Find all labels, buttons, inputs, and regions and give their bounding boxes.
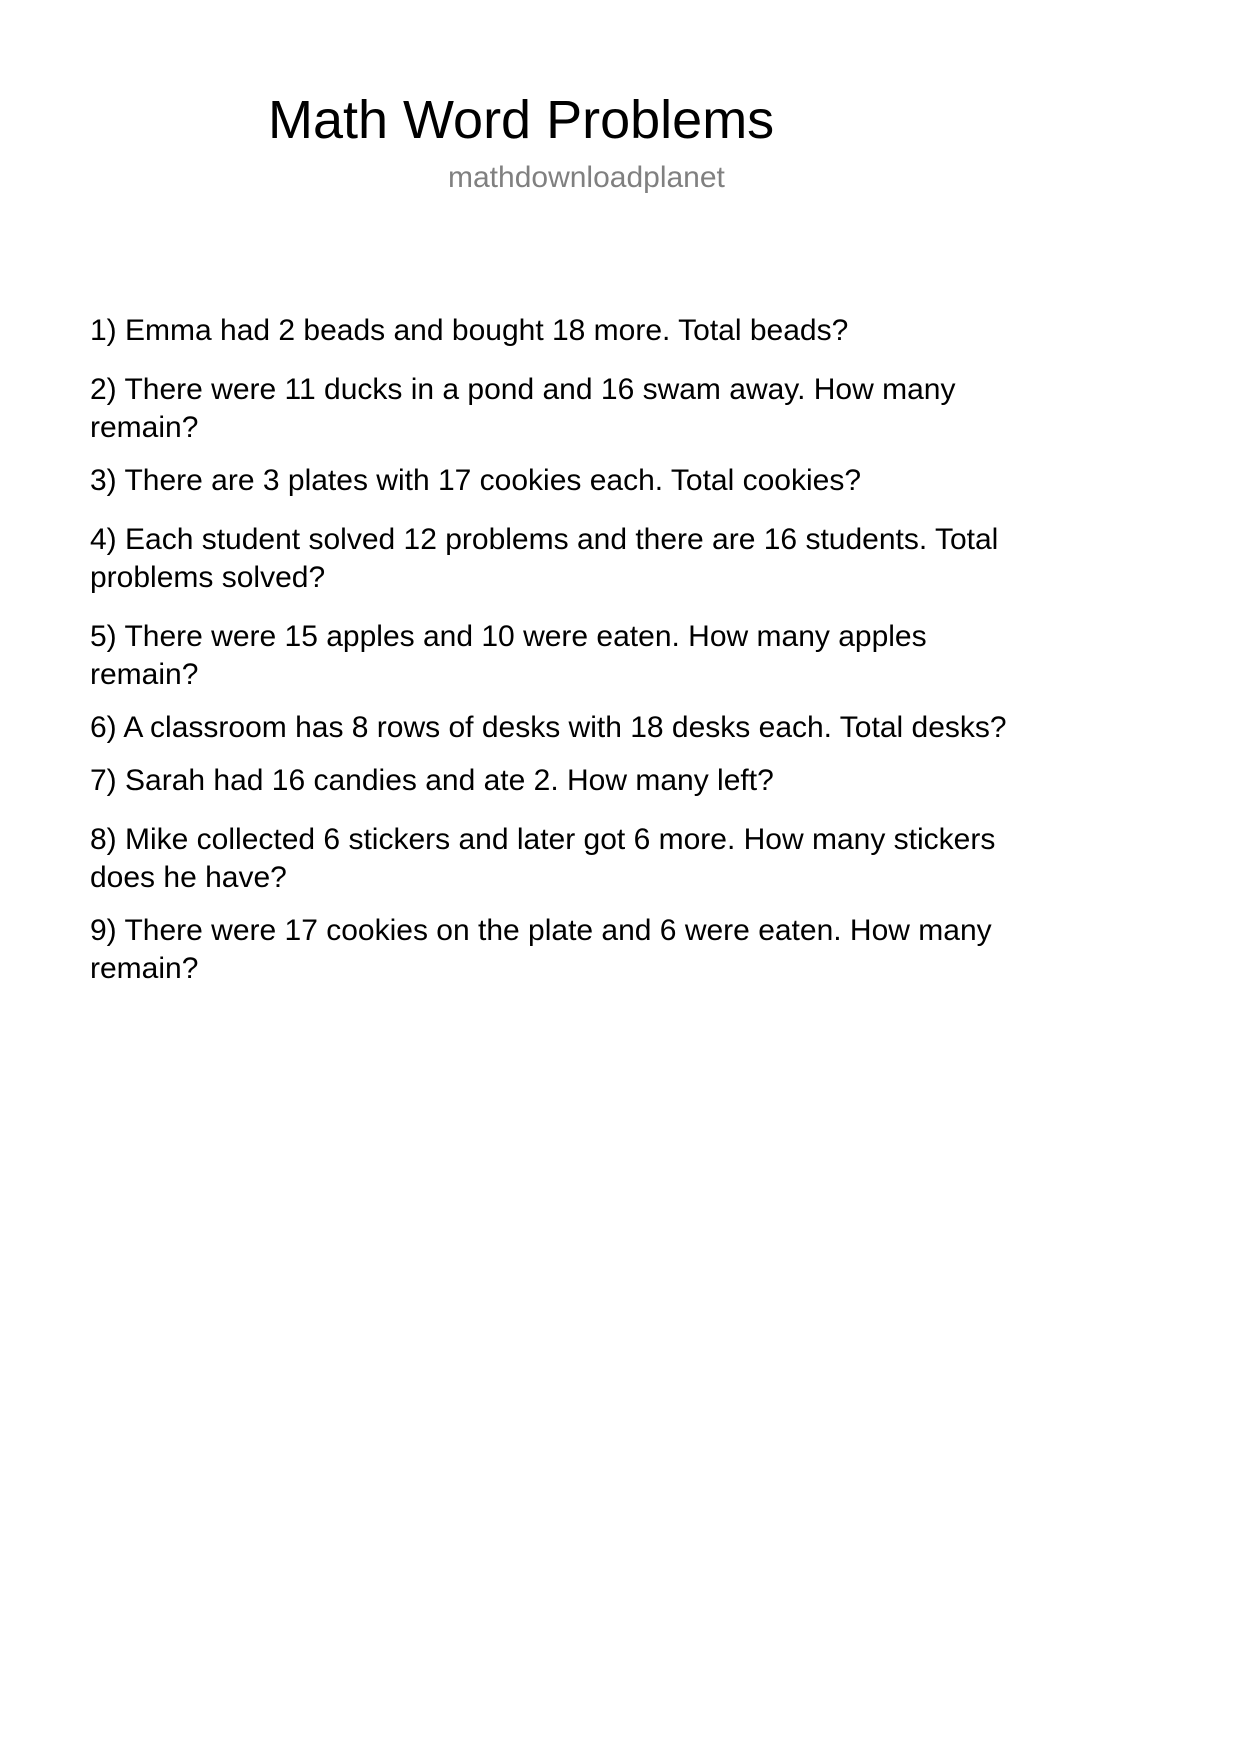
- problem-item-3: 3) There are 3 plates with 17 cookies each. Total cookies?: [90, 464, 862, 497]
- problem-item-7: 7) Sarah had 16 candies and ate 2. How many left?: [90, 764, 774, 797]
- problem-item-9: 9) There were 17 cookies on the plate and 6 were eaten. How many remain?: [90, 914, 992, 985]
- page-title: Math Word Problems: [268, 90, 775, 150]
- problem-item-5: 5) There were 15 apples and 10 were eaten. How many apples remain?: [90, 620, 927, 691]
- problem-item-2: 2) There were 11 ducks in a pond and 16 swam away. How many remain?: [90, 373, 956, 444]
- problem-list: [90, 312, 1010, 1009]
- site-name: mathdownloadplanet: [448, 161, 725, 194]
- problem-item-6: 6) A classroom has 8 rows of desks with 18 desks each. Total desks?: [90, 711, 1007, 744]
- problem-item-1: 1) Emma had 2 beads and bought 18 more. Total beads?: [90, 314, 849, 347]
- problem-item-4: 4) Each student solved 12 problems and there are 16 students. Total problems solved?: [90, 523, 999, 594]
- problem-item-8: 8) Mike collected 6 stickers and later got 6 more. How many stickers does he have?: [90, 823, 996, 894]
